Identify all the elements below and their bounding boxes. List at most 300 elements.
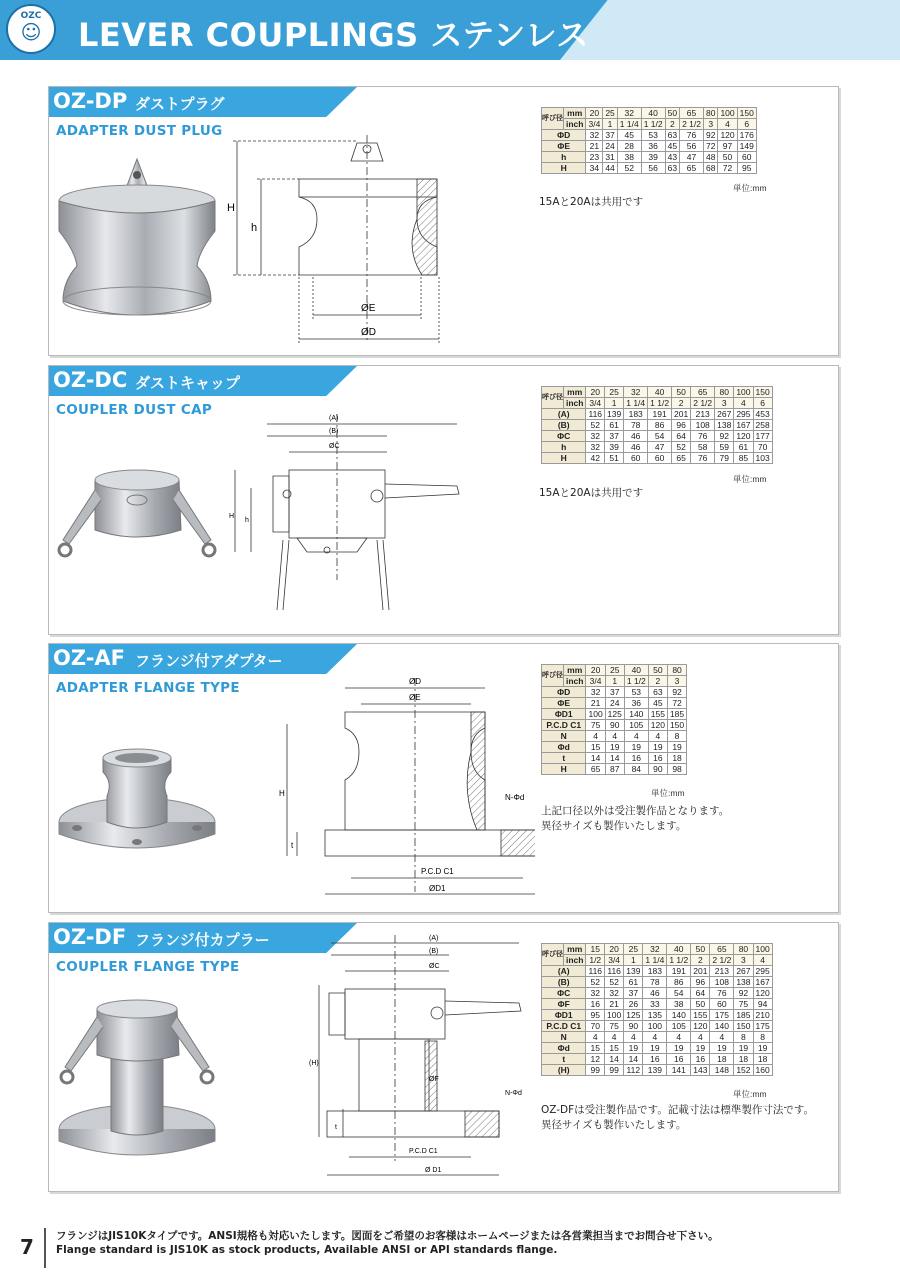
table-cell: 56 <box>641 163 665 174</box>
note-line <box>541 804 729 834</box>
table-cell: 12 <box>586 1054 605 1065</box>
dim-phiD: ØD <box>361 327 376 338</box>
dim-phiD1: Ø D1 <box>425 1167 442 1174</box>
table-cell: 42 <box>586 453 605 464</box>
row-label: H <box>542 764 586 775</box>
table-cell: 1/2 <box>586 955 605 966</box>
table-row <box>542 1032 773 1043</box>
table-cell: 24 <box>605 698 624 709</box>
table-cell: 92 <box>734 988 753 999</box>
table-row <box>542 130 757 141</box>
table-cell: 23 <box>586 152 603 163</box>
table-cell: 52 <box>586 977 605 988</box>
row-label: P.C.D C1 <box>542 720 586 731</box>
row-label: H <box>542 453 586 464</box>
table-cell: 70 <box>586 1021 605 1032</box>
dim-H: (H) <box>309 1060 319 1067</box>
table-cell: 80 <box>734 944 753 955</box>
dim-t: t <box>291 841 294 850</box>
note-line-2: 異径サイズも製作いたします。 <box>541 820 687 832</box>
table-cell: 175 <box>753 1021 772 1032</box>
table-cell: 64 <box>691 988 710 999</box>
table-cell: 4 <box>667 1032 691 1043</box>
product-code: OZ-DF <box>53 925 127 949</box>
table-cell: 3 <box>667 676 686 687</box>
table-cell: 50 <box>672 387 691 398</box>
table-cell: 148 <box>710 1065 734 1076</box>
table-cell: 92 <box>703 130 717 141</box>
row-label: (A) <box>542 409 586 420</box>
dim-h: h <box>245 517 249 524</box>
table-cell: 19 <box>667 742 686 753</box>
table-cell: 120 <box>691 1021 710 1032</box>
table-cell: 150 <box>737 108 756 119</box>
table-cell: 60 <box>710 999 734 1010</box>
table-cell: 183 <box>643 966 667 977</box>
table-row <box>542 764 687 775</box>
dim-pcd: P.C.D C1 <box>409 1148 438 1155</box>
table-cell: 52 <box>605 977 624 988</box>
table-cell: 14 <box>586 753 605 764</box>
dim-H: H <box>229 513 235 520</box>
unit-label: 単位:mm <box>733 474 767 484</box>
table-cell: 99 <box>586 1065 605 1076</box>
table-cell: 37 <box>605 431 624 442</box>
table-row <box>542 398 773 409</box>
table-cell: 16 <box>648 753 667 764</box>
table-cell: 14 <box>624 1054 643 1065</box>
table-cell: 63 <box>665 163 679 174</box>
table-cell: 152 <box>734 1065 753 1076</box>
table-cell: 1 1/2 <box>648 398 672 409</box>
table-cell: 120 <box>734 431 753 442</box>
table-cell: 3 <box>715 398 734 409</box>
table-cell: 139 <box>624 966 643 977</box>
table-cell: 213 <box>691 409 715 420</box>
table-cell: 79 <box>715 453 734 464</box>
row-label: ΦE <box>542 141 586 152</box>
table-row <box>542 687 687 698</box>
note-line: 15Aと20Aは共用です <box>539 487 644 499</box>
table-cell: 65 <box>710 944 734 955</box>
table-row <box>542 988 773 999</box>
table-cell: 50 <box>691 944 710 955</box>
table-cell: 1 1/4 <box>617 119 641 130</box>
table-cell: 21 <box>586 141 603 152</box>
table-row <box>542 731 687 742</box>
product-name-en: COUPLER DUST CAP <box>56 402 213 418</box>
table-cell: 63 <box>665 130 679 141</box>
table-cell: 4 <box>734 398 753 409</box>
table-cell: 51 <box>605 453 624 464</box>
table-cell: 56 <box>680 141 704 152</box>
table-cell: 72 <box>667 698 686 709</box>
table-cell: 92 <box>667 687 686 698</box>
table-cell: 16 <box>667 1054 691 1065</box>
row-label: t <box>542 1054 586 1065</box>
dim-H: H <box>279 789 285 798</box>
table-cell: 65 <box>691 387 715 398</box>
table-cell: 32 <box>643 944 667 955</box>
table-row <box>542 387 773 398</box>
row-label: ΦE <box>542 698 586 709</box>
table-cell: 210 <box>753 1010 772 1021</box>
table-cell: 155 <box>691 1010 710 1021</box>
footer-note <box>56 1229 719 1257</box>
table-cell: 100 <box>753 944 772 955</box>
table-cell: 258 <box>753 420 772 431</box>
table-row <box>542 163 757 174</box>
table-cell: 32 <box>605 988 624 999</box>
table-cell: 32 <box>617 108 641 119</box>
table-cell: 4 <box>586 731 605 742</box>
table-cell: 19 <box>643 1043 667 1054</box>
table-cell: 78 <box>624 420 648 431</box>
table-row <box>542 1021 773 1032</box>
section-oz-dc <box>48 365 839 635</box>
table-cell: 31 <box>603 152 617 163</box>
table-cell: 58 <box>691 442 715 453</box>
table-cell: 1 1/2 <box>641 119 665 130</box>
ozc-logo <box>6 4 56 54</box>
table-cell: 4 <box>605 1032 624 1043</box>
dim-nd: N-Φd <box>505 793 525 802</box>
table-cell: 120 <box>753 988 772 999</box>
table-cell: 125 <box>624 1010 643 1021</box>
table-cell: 90 <box>624 1021 643 1032</box>
table-cell: 40 <box>648 387 672 398</box>
row-label: ΦD1 <box>542 709 586 720</box>
table-cell: 1 1/4 <box>643 955 667 966</box>
table-cell: 116 <box>586 966 605 977</box>
table-cell: 100 <box>586 709 605 720</box>
footer-note-en: Flange standard is JIS10K as stock products, Available ANSI or API standards flange. <box>56 1244 558 1256</box>
table-cell: 45 <box>665 141 679 152</box>
table-cell: 60 <box>648 453 672 464</box>
nominal-size-header: 呼び径 <box>542 387 564 409</box>
note-line-1: OZ-DFは受注製作品です。記載寸法は標準製作寸法です。 <box>541 1104 815 1116</box>
table-cell: 4 <box>710 1032 734 1043</box>
product-code: OZ-DP <box>53 89 128 113</box>
product-code: OZ-DC <box>53 368 128 392</box>
table-cell: 16 <box>691 1054 710 1065</box>
table-row <box>542 665 687 676</box>
table-cell: 76 <box>691 453 715 464</box>
row-label: h <box>542 442 586 453</box>
note-line <box>541 1103 814 1133</box>
spec-table <box>541 107 757 174</box>
table-cell: 19 <box>667 1043 691 1054</box>
table-cell: 75 <box>586 720 605 731</box>
table-cell: 155 <box>648 709 667 720</box>
table-cell: 34 <box>586 163 603 174</box>
table-cell: 40 <box>641 108 665 119</box>
table-cell: 150 <box>734 1021 753 1032</box>
table-cell: 16 <box>586 999 605 1010</box>
table-cell: 18 <box>753 1054 772 1065</box>
table-cell: 32 <box>586 988 605 999</box>
table-cell: 47 <box>648 442 672 453</box>
table-cell: 85 <box>734 453 753 464</box>
table-cell: 72 <box>718 163 737 174</box>
dust-plug-drawing <box>217 131 457 351</box>
spec-table <box>541 664 687 775</box>
row-label: ΦC <box>542 988 586 999</box>
table-cell: 2 <box>648 676 667 687</box>
page-number: 7 <box>20 1235 34 1259</box>
table-cell: 3/4 <box>605 955 624 966</box>
table-cell: 1 1/4 <box>624 398 648 409</box>
product-name-en: ADAPTER FLANGE TYPE <box>56 680 240 696</box>
table-cell: 3 <box>703 119 717 130</box>
table-cell: 32 <box>586 442 605 453</box>
row-label: N <box>542 1032 586 1043</box>
dim-A: (A) <box>429 935 439 942</box>
table-cell: 2 1/2 <box>691 398 715 409</box>
table-cell: 1 <box>624 955 643 966</box>
product-name-jp: ダストキャップ <box>135 374 241 392</box>
dim-phiD: ØD <box>409 677 421 686</box>
dim-H: H <box>227 202 235 214</box>
table-cell: 95 <box>586 1010 605 1021</box>
table-cell: 295 <box>753 966 772 977</box>
table-row <box>542 742 687 753</box>
table-cell: 140 <box>624 709 648 720</box>
table-cell: 14 <box>605 753 624 764</box>
row-label: N <box>542 731 586 742</box>
table-cell: 60 <box>624 453 648 464</box>
table-cell: 61 <box>605 420 624 431</box>
section-oz-df <box>48 922 839 1192</box>
table-cell: 138 <box>734 977 753 988</box>
table-cell: 21 <box>586 698 605 709</box>
table-cell: 76 <box>680 130 704 141</box>
table-cell: 191 <box>667 966 691 977</box>
table-cell: 36 <box>624 698 648 709</box>
table-cell: 213 <box>710 966 734 977</box>
table-cell: 116 <box>605 966 624 977</box>
table-cell: 50 <box>648 665 667 676</box>
table-cell: 32 <box>586 687 605 698</box>
row-label: ΦD <box>542 130 586 141</box>
table-cell: 140 <box>710 1021 734 1032</box>
table-row <box>542 944 773 955</box>
table-cell: 160 <box>753 1065 772 1076</box>
row-label: H <box>542 163 586 174</box>
table-cell: 14 <box>605 1054 624 1065</box>
table-cell: 28 <box>617 141 641 152</box>
table-row <box>542 409 773 420</box>
table-cell: 24 <box>603 141 617 152</box>
table-cell: 138 <box>715 420 734 431</box>
table-cell: 65 <box>680 163 704 174</box>
table-cell: 4 <box>753 955 772 966</box>
table-cell: 72 <box>703 141 717 152</box>
adapter-flange-drawing <box>225 672 535 902</box>
table-cell: 116 <box>586 409 605 420</box>
table-cell: 80 <box>667 665 686 676</box>
table-cell: 53 <box>641 130 665 141</box>
table-cell: 53 <box>624 687 648 698</box>
table-row <box>542 698 687 709</box>
spec-table <box>541 386 773 464</box>
page-title: LEVER COUPLINGS ステンレス <box>78 16 589 54</box>
table-row <box>542 676 687 687</box>
table-cell: 177 <box>753 431 772 442</box>
table-cell: 2 1/2 <box>680 119 704 130</box>
table-row <box>542 453 773 464</box>
dim-pcd: P.C.D C1 <box>421 867 454 876</box>
table-cell: 60 <box>737 152 756 163</box>
table-cell: 19 <box>648 742 667 753</box>
table-cell: 3 <box>734 955 753 966</box>
table-row <box>542 1010 773 1021</box>
table-cell: 26 <box>624 999 643 1010</box>
table-cell: 39 <box>605 442 624 453</box>
table-row <box>542 141 757 152</box>
table-row <box>542 753 687 764</box>
row-label: mm <box>564 665 586 676</box>
table-cell: 149 <box>737 141 756 152</box>
table-cell: 1 1/2 <box>624 676 648 687</box>
table-cell: 61 <box>624 977 643 988</box>
table-cell: 65 <box>680 108 704 119</box>
table-cell: 75 <box>605 1021 624 1032</box>
dim-B: (B) <box>429 948 439 955</box>
table-cell: 3/4 <box>586 676 605 687</box>
section-oz-af <box>48 643 839 913</box>
table-cell: 108 <box>710 977 734 988</box>
table-cell: 20 <box>586 108 603 119</box>
table-cell: 52 <box>672 442 691 453</box>
table-cell: 3/4 <box>586 119 603 130</box>
product-name-en: COUPLER FLANGE TYPE <box>56 959 240 975</box>
dim-t: t <box>335 1124 337 1131</box>
note-line-2: 異径サイズも製作いたします。 <box>541 1119 687 1131</box>
table-cell: 52 <box>617 163 641 174</box>
note-line: 15Aと20Aは共用です <box>539 196 644 208</box>
table-cell: 176 <box>737 130 756 141</box>
unit-label: 単位:mm <box>733 183 767 193</box>
table-cell: 100 <box>734 387 753 398</box>
section-tag <box>49 366 357 396</box>
table-cell: 4 <box>648 731 667 742</box>
dim-h: h <box>251 222 258 234</box>
dim-phiE: ØE <box>361 303 376 314</box>
table-cell: 1 <box>605 398 624 409</box>
product-name-jp: フランジ付アダプター <box>135 652 283 670</box>
row-label: (H) <box>542 1065 586 1076</box>
table-cell: 46 <box>624 442 648 453</box>
table-cell: 143 <box>691 1065 710 1076</box>
table-cell: 46 <box>643 988 667 999</box>
table-cell: 201 <box>691 966 710 977</box>
table-cell: 150 <box>667 720 686 731</box>
table-row <box>542 955 773 966</box>
table-cell: 1 <box>603 119 617 130</box>
table-cell: 96 <box>691 977 710 988</box>
table-cell: 2 1/2 <box>710 955 734 966</box>
table-cell: 98 <box>667 764 686 775</box>
table-cell: 120 <box>718 130 737 141</box>
footer-divider <box>44 1228 46 1268</box>
table-cell: 40 <box>667 944 691 955</box>
table-cell: 68 <box>703 163 717 174</box>
table-cell: 125 <box>605 709 624 720</box>
table-row <box>542 431 773 442</box>
table-cell: 54 <box>648 431 672 442</box>
table-cell: 36 <box>641 141 665 152</box>
coupler-flange-photo <box>55 993 225 1173</box>
table-cell: 1 <box>605 676 624 687</box>
section-oz-dp <box>48 86 839 356</box>
table-row <box>542 442 773 453</box>
unit-label: 単位:mm <box>651 788 685 798</box>
table-cell: 19 <box>734 1043 753 1054</box>
table-cell: 48 <box>703 152 717 163</box>
page-header <box>0 0 900 60</box>
dim-phiF: ØF <box>429 1076 439 1083</box>
dust-cap-photo <box>55 460 225 580</box>
row-label: Φd <box>542 1043 586 1054</box>
product-name-en: ADAPTER DUST PLUG <box>56 123 223 139</box>
table-cell: 175 <box>710 1010 734 1021</box>
row-label: inch <box>564 398 586 409</box>
spec-table <box>541 943 773 1076</box>
table-cell: 141 <box>667 1065 691 1076</box>
table-cell: 90 <box>605 720 624 731</box>
table-cell: 8 <box>753 1032 772 1043</box>
table-cell: 15 <box>586 1043 605 1054</box>
table-row <box>542 420 773 431</box>
table-cell: 6 <box>737 119 756 130</box>
product-name-jp: フランジ付カプラー <box>135 931 270 949</box>
row-label: ΦD <box>542 687 586 698</box>
table-cell: 44 <box>603 163 617 174</box>
table-row <box>542 709 687 720</box>
table-cell: 15 <box>586 944 605 955</box>
table-cell: 96 <box>672 420 691 431</box>
table-cell: 100 <box>605 1010 624 1021</box>
table-cell: 47 <box>680 152 704 163</box>
table-cell: 20 <box>586 665 605 676</box>
table-cell: 70 <box>753 442 772 453</box>
table-cell: 75 <box>734 999 753 1010</box>
table-row <box>542 1054 773 1065</box>
table-cell: 1 1/2 <box>667 955 691 966</box>
table-cell: 37 <box>603 130 617 141</box>
table-cell: 95 <box>737 163 756 174</box>
table-cell: 40 <box>624 665 648 676</box>
row-label: mm <box>564 108 586 119</box>
dust-cap-drawing <box>227 410 497 620</box>
table-row <box>542 152 757 163</box>
table-cell: 94 <box>753 999 772 1010</box>
nominal-size-header: 呼び径 <box>542 108 564 130</box>
table-cell: 4 <box>691 1032 710 1043</box>
table-cell: 54 <box>667 988 691 999</box>
table-cell: 150 <box>753 387 772 398</box>
table-cell: 45 <box>648 698 667 709</box>
table-cell: 100 <box>718 108 737 119</box>
table-cell: 33 <box>643 999 667 1010</box>
table-cell: 100 <box>643 1021 667 1032</box>
section-tag <box>49 644 357 674</box>
table-cell: 19 <box>624 1043 643 1054</box>
row-label: (B) <box>542 420 586 431</box>
table-cell: 453 <box>753 409 772 420</box>
row-label: mm <box>564 387 586 398</box>
